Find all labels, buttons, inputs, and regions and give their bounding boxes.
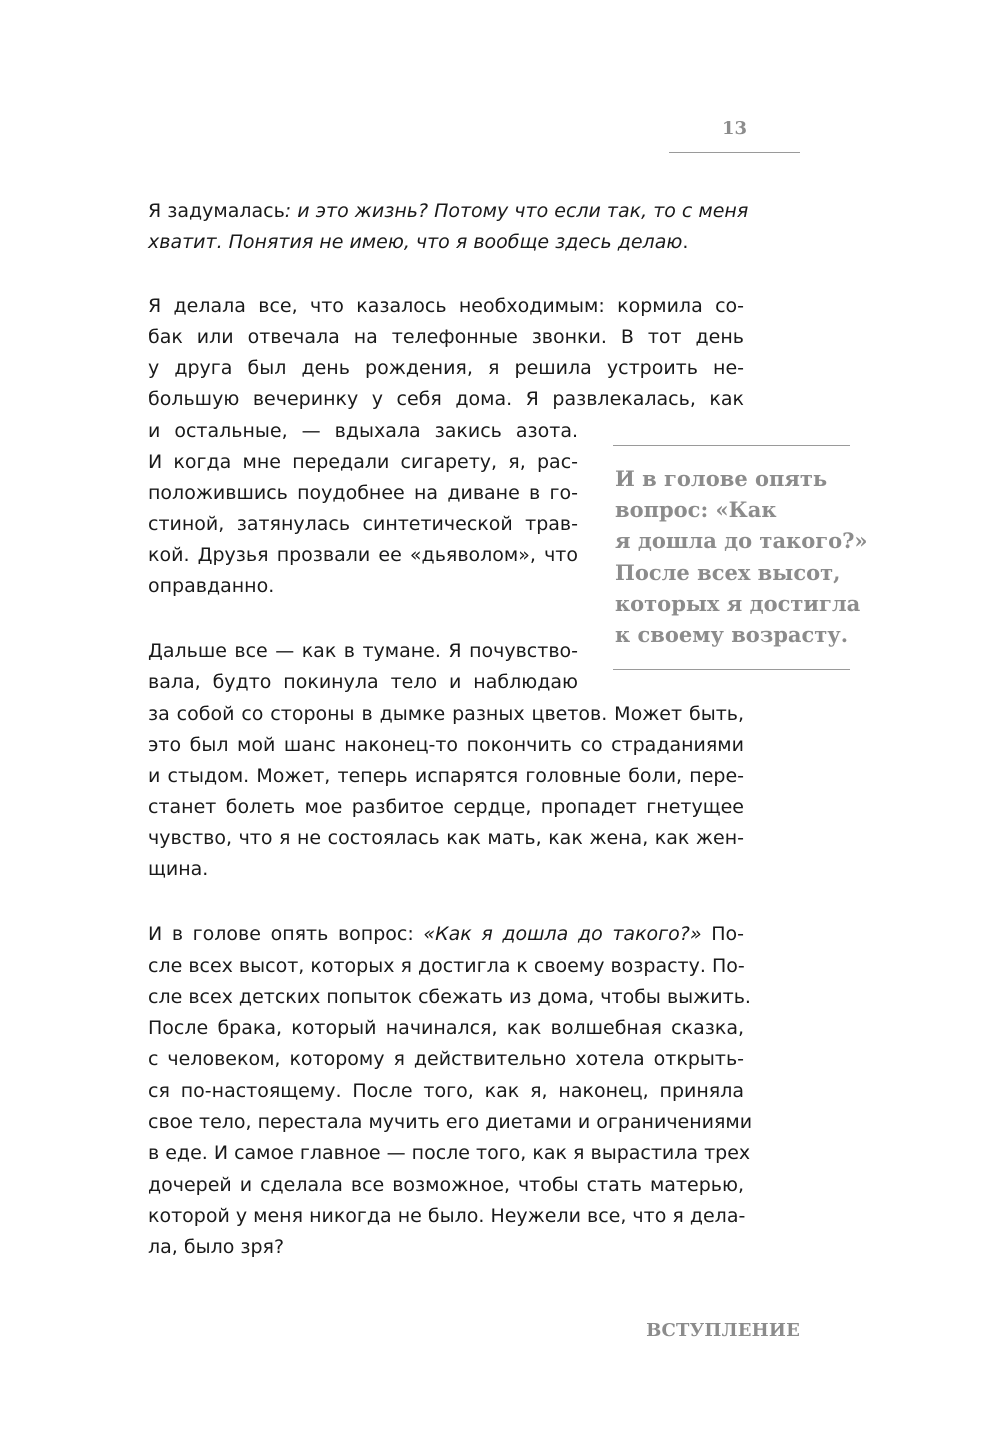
paragraph-line: Дальше все — как в тумане. Я почувство- (148, 640, 578, 662)
paragraph-line: Я делала все, что казалось необходимым: кормила со- (148, 295, 744, 317)
paragraph-line: и остальные, — вдыхала закись азота. (148, 420, 578, 442)
pullquote-line: И в голове опять (615, 466, 828, 491)
paragraph-line: щина. (148, 858, 209, 880)
paragraph-line: чувство, что я не состоялась как мать, как жена, как жен- (148, 827, 744, 849)
paragraph-line: и стыдом. Может, теперь испарятся головные боли, пере- (148, 765, 744, 787)
paragraph-line: станет болеть мое разбитое сердце, пропадет гнетущее (148, 796, 744, 818)
pullquote-line: вопрос: «Как (615, 497, 777, 522)
pullquote-top-rule (613, 445, 850, 446)
italic-text-run: «Как я дошла до такого?» (423, 923, 702, 945)
text-run: И в голове опять вопрос: (148, 923, 424, 945)
text-run: . (682, 231, 689, 253)
paragraph-line: большую вечеринку у себя дома. Я развлекалась, как (148, 388, 744, 410)
pullquote-line: к своему возрасту. (615, 622, 849, 647)
paragraph-line: дочерей и сделала все возможное, чтобы стать матерью, (148, 1174, 744, 1196)
paragraph-line: оправданно. (148, 575, 275, 597)
paragraph-line: И когда мне передали сигарету, я, рас- (148, 451, 578, 473)
pullquote-line: которых я достигла (615, 591, 861, 616)
paragraph-line: ся по-настоящему. После того, как я, наконец, приняла (148, 1080, 744, 1102)
paragraph-line: у друга был день рождения, я решила устроить не- (148, 357, 744, 379)
paragraph-line: с человеком, которому я действительно хотела открыть- (148, 1048, 744, 1070)
paragraph-line: стиной, затянулась синтетической трав- (148, 513, 578, 535)
page-number: 13 (721, 118, 748, 139)
paragraph-line: сле всех детских попыток сбежать из дома, чтобы выжить. (148, 986, 751, 1008)
paragraph-line (148, 231, 744, 253)
running-footer-section-title: ВСТУПЛЕНИЕ (646, 1320, 800, 1341)
paragraph-line: которой у меня никогда не было. Неужели все, что я дела- (148, 1205, 746, 1227)
paragraph-line: за собой со стороны в дымке разных цветов. Может быть, (148, 703, 744, 725)
paragraph-line: сле всех высот, которых я достигла к своему возрасту. По- (148, 955, 745, 977)
text-run: Я задумалась (148, 200, 285, 222)
text-run: По- (701, 923, 744, 945)
paragraph-line: положившись поудобнее на диване в го- (148, 482, 578, 504)
paragraph-line (148, 200, 749, 222)
paragraph-line: ла, было зря? (148, 1236, 285, 1258)
paragraph-line (148, 923, 744, 945)
paragraph-line: бак или отвечала на телефонные звонки. В тот день (148, 326, 744, 348)
pullquote-bottom-rule (613, 669, 850, 670)
paragraph-line: свое тело, перестала мучить его диетами и ограничениями (148, 1111, 753, 1133)
paragraph-line: После брака, который начинался, как волшебная сказка, (148, 1017, 744, 1039)
italic-text-run: хватит. Понятия не имею, что я вообще здесь делаю (148, 231, 683, 253)
paragraph-line: кой. Друзья прозвали ее «дьяволом», что (148, 544, 578, 566)
italic-text-run: : и это жизнь? Потому что если так, то с меня (284, 200, 749, 222)
pullquote-line: я дошла до такого?» (615, 528, 868, 553)
paragraph-line: вала, будто покинула тело и наблюдаю (148, 671, 578, 693)
pullquote-line: После всех высот, (615, 560, 841, 585)
page-number-divider (669, 152, 800, 153)
paragraph-line: это был мой шанс наконец-то покончить со страданиями (148, 734, 744, 756)
paragraph-line: в еде. И самое главное — после того, как я вырастила трех (148, 1142, 751, 1164)
